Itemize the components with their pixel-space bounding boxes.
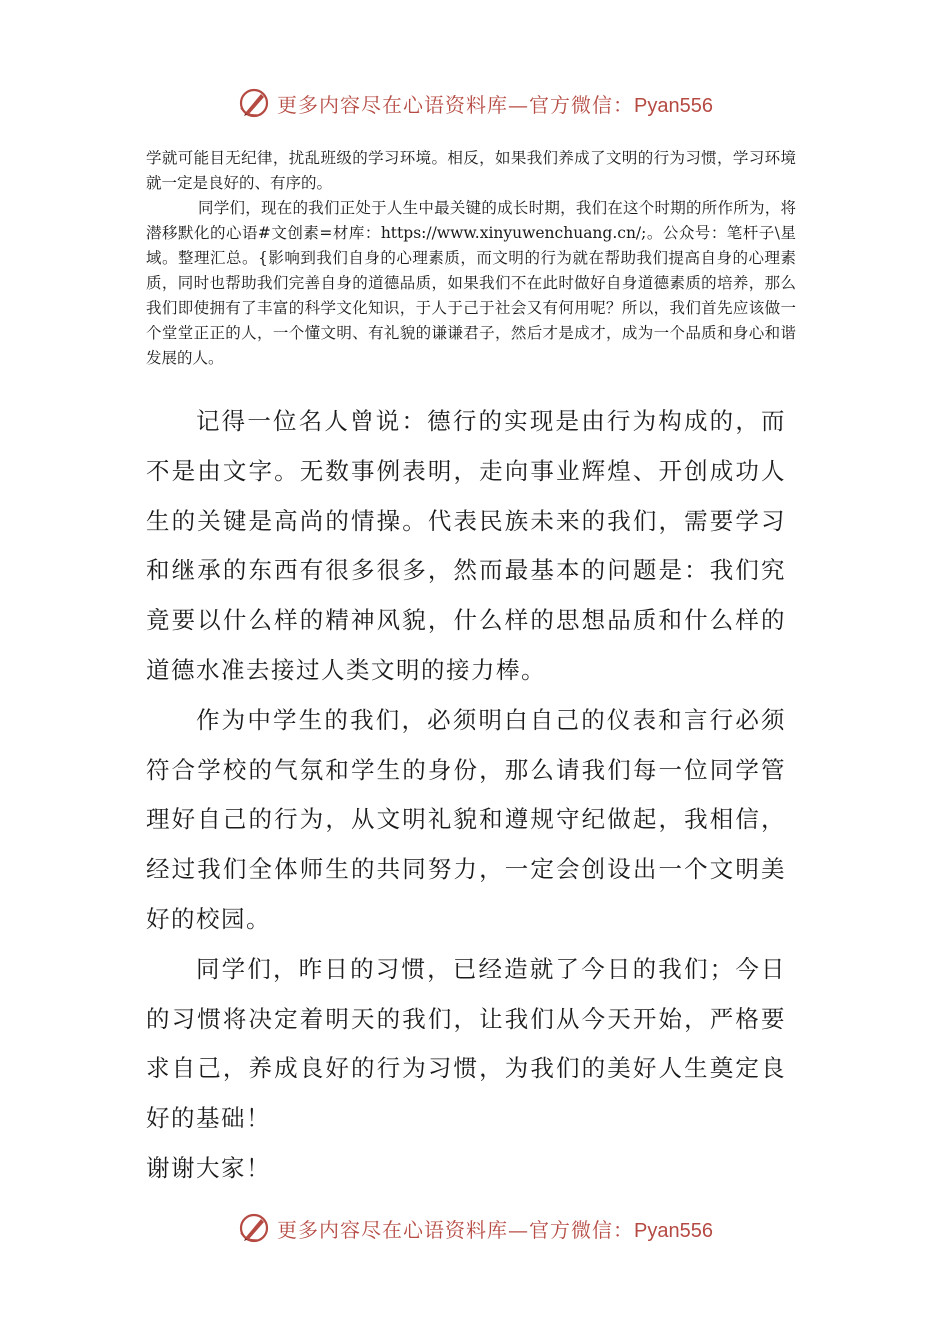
small-text-block — [146, 146, 796, 371]
banner-text — [277, 1214, 713, 1243]
banner-text — [277, 89, 713, 118]
wechat-id: Pyan556 — [634, 94, 713, 117]
small-paragraph-1: 学就可能目无纪律，扰乱班级的学习环境。相反，如果我们养成了文明的行为习惯，学习环境就一定是良好的、有序的。 — [146, 149, 796, 192]
body-paragraph-3: 同学们，昨日的习惯，已经造就了今日的我们；今日的习惯将决定着明天的我们，让我们从今天开始，严格要求自己，养成良好的行为习惯，为我们的美好人生奠定良好的基础！ — [146, 954, 786, 1133]
pen-icon — [237, 86, 271, 120]
body-paragraph-1: 记得一位名人曾说：德行的实现是由行为构成的，而不是由文字。无数事例表明，走向事业辉煌、开创成功人生的关键是高尚的情操。代表民族未来的我们，需要学习和继承的东西有很多很多，然而最基本的问题是：我们究竟要以什么样的精神风貌，什么样的思想品质和什么样的道德水准去接过人类文明的接力棒。 — [146, 407, 786, 684]
pen-icon — [237, 1211, 271, 1245]
wechat-id: Pyan556 — [634, 1219, 713, 1242]
banner-label: 更多内容尽在心语资料库—官方微信： — [277, 92, 635, 117]
banner-label: 更多内容尽在心语资料库—官方微信： — [277, 1217, 635, 1242]
header-banner — [0, 78, 950, 128]
closing-line: 谢谢大家！ — [146, 1153, 271, 1182]
body-text-block — [146, 397, 786, 1194]
footer-banner — [0, 1203, 950, 1253]
body-paragraph-2: 作为中学生的我们，必须明白自己的仪表和言行必须符合学校的气氛和学生的身份，那么请我们每一位同学管理好自己的行为，从文明礼貌和遵规守纪做起，我相信，经过我们全体师生的共同努力，一定会创设出一个文明美好的校园。 — [146, 705, 786, 933]
small-paragraph-2: 同学们，现在的我们正处于人生中最关键的成长时期，我们在这个时期的所作所为，将潜移默化的心语#文创素=材库：https://www.xinyuwenchuang.cn/;。公众号：笔杆子\星域。整理汇总。{影响到我们自身的心理素质，而文明的行为就在帮助我们提高自身的心理素质，同时也帮助我们完善自身的道德品质，如果我们不在此时做好自身道德素质的培养，那么我们即使拥有了丰富的科学文化知识，于人于己于社会又有何用呢？所以，我们首先应该做一个堂堂正正的人，一个懂文明、有礼貌的谦谦君子，然后才是成才，成为一个品质和身心和谐发展的人。 — [146, 199, 796, 367]
